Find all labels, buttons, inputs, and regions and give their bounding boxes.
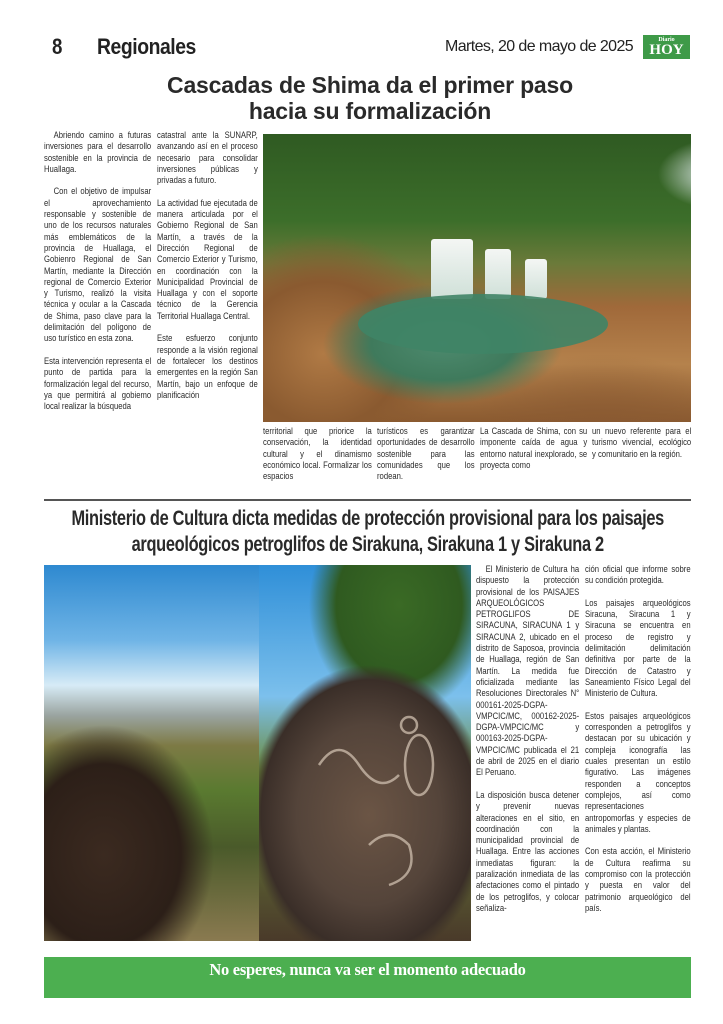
article2-column-2 [585,564,691,914]
article2-headline: Ministerio de Cultura dicta medidas de protección provisional para los paisajes arqueológicos petroglifos de Sirakuna, Sirakuna 1 y Sirakuna 2 [71,507,664,556]
logo-main: HOY [649,42,684,58]
paragraph: Esta intervención representa el punto de partida para la formalización legal del recurso, ya que permitirá al gobiemo local realizar la búsqueda [44,355,152,413]
petroglyph-carvings [259,565,471,941]
logo-top: Diario [658,37,675,43]
page-number: 8 [52,34,63,59]
paragraph: Estos paisajes arqueológicos corresponden a petroglifos y destacan por su ubicación y compleja iconografía las cuales presentan un estilo figurativo. Las imágenes responden a conceptos complejos, así como representaciones antropomorfas y especies de animales y plantas. [585,710,691,835]
article1-column-1 [44,130,151,412]
article1-column-5: La Cascada de Shima, con su imponente caída de agua y entorno natural inexplorado, se proyecta como [480,426,588,471]
paragraph: La disposición busca detener y prevenir nuevas alteraciones en el sitio, en coordinación con la municipalidad provincial de Huallaga. Entre las acciones inmediatas figuran: la paralización inmediata de las afectaciones como el pintado de los petroglifos, y colocar señaliza- [476,789,580,914]
article1-column-6: un nuevo referente para el turismo vivencial, ecológico y comunitario en la región. [592,426,692,460]
paragraph: Con el objetivo de impulsar el aprovechamiento responsable y sostenible de uno de los recursos naturales más emblemáticos de la provincia de Huallaga, el Gobienro Regional de San Martín, mediante la Dirección regional de Comercio Exterior y Turismo, realizó la visita técnica y ocular a la Cascada de Shima, paso clave para la delimitación del polígono de uso turístico en esta zona. [44,186,152,345]
section-divider [44,499,691,501]
footer-banner: No esperes, nunca va ser el momento adecuado [44,957,691,998]
waterfall-photo [263,134,691,422]
article2-column-1 [476,564,579,914]
paragraph: catastral ante la SUNARP, avanzando así en el proceso necesario para consolidar inversiones públicas y privadas a futuro. [157,130,258,187]
paragraph: Con esta acción, el Ministerio de Cultura reafirma su compromiso con la protección y puesta en valor del patrimonio arqueológico del país. [585,846,691,914]
article1-column-2 [157,130,258,401]
paragraph: Los paisajes arqueológicos Siracuna, Siracuna 1 y Siracuna se encuentra en proceso de registro y delimitación delimitación definitiva por parte de la Dirección de Catastro y Saneamiento Físico Legal del Ministerio de Cultura. [585,597,691,700]
article1-headline: Cascadas de Shima da el primer paso hacia su formalización [167,72,573,124]
paragraph: ción oficial que informe sobre su condición protegida. [585,564,691,587]
article1-column-3: territorial que priorice la conservación, la identidad cultural y el dinamismo económico local. Formalizar los espacios [263,426,372,483]
paragraph: Este esfuerzo conjunto responde a la visión regional de fortalecer los destinos emergentes en la región San Martín, bajo un enfoque de planificación [157,333,258,401]
petroglyph-rock-photo [259,565,471,941]
paragraph: Abriendo camino a futuras inversiones para el desarrollo sostenible en la provincia de Huallaga. [44,130,152,175]
article1-column-4: turísticos es garantizar oportunidades de desarrollo sostenible para las comunidades que los rodean. [377,426,475,483]
paragraph: El Ministerio de Cultura ha dispuesto la protección provisional de los PAISAJES ARQUEOLÓGICOS PETROGLIFOS DE SIRACUNA, SIRACUNA 1 y SIRACUNA 2, ubicado en el distrito de Saposoa, provincia de Huallaga, región de San Martín. La medida fue oficializada mediante las Resoluciones Directorales N° 000161-2025-DGPA-VMPCIC/MC, 000162-2025-DGPA-VMPCIC/MC y 000163-2025-DGPA-VMPCIC/MC publicada el 21 de abril de 2025 en el diario El Peruano. [476,564,580,779]
newspaper-logo [643,35,690,59]
issue-date: Martes, 20 de mayo de 2025 [445,38,634,55]
landscape-petroglyph-photo [44,565,259,941]
section-title: Regionales [97,34,196,59]
paragraph: La actividad fue ejecutada de manera articulada por el Gobierno Regional de San Martín, a través de la Dirección Regional de Comercio Exterior y Turismo, en coordinación con la Municipalidad Provincial de Huallaga y con el soporte técnico de la Gerencia Territorial Huallaga Central. [157,197,258,322]
